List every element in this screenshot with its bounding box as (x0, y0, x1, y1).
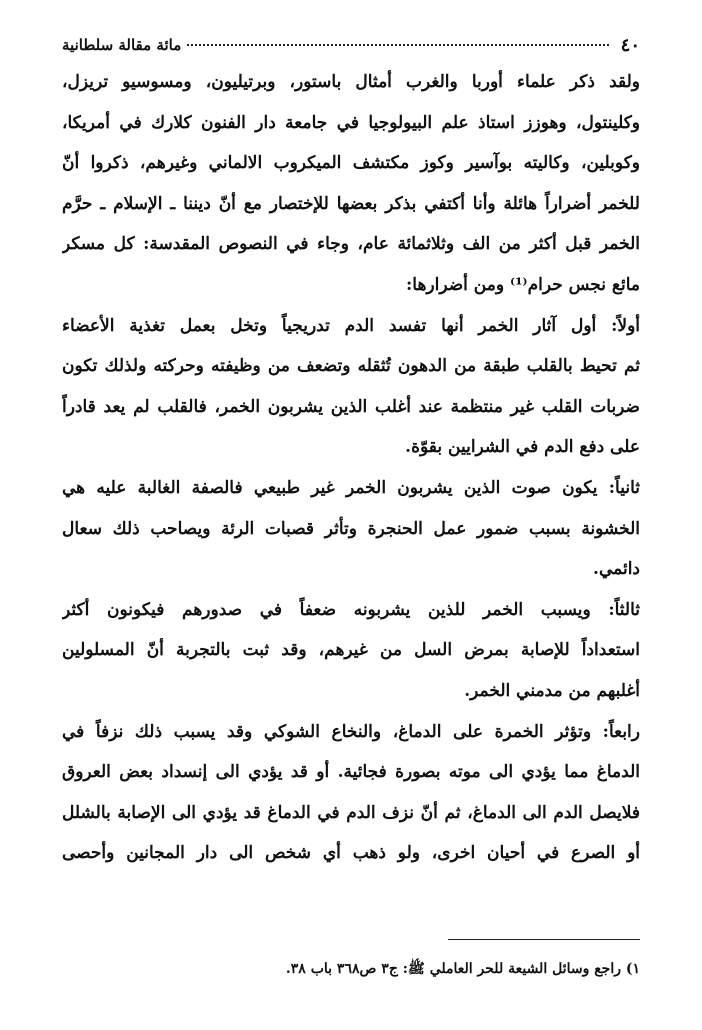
paragraph-lead: ثانياً: (608, 477, 640, 498)
paragraph-lead: أولاً: (611, 315, 640, 336)
text-line-rest: وتؤثر الخمرة على الدماغ، والنخاع الشوكي وقد يسبب ذلك نزفاً في (62, 721, 603, 742)
text-line-rest: يكون صوت الذين يشربون الخمر غير طبيعي فالصفة الغالبة عليه هي (62, 477, 609, 498)
text-line: ثم تحيط بالقلب طبقة من الدهون تُثقله وتضعف من وظيفته وحركته ولذلك تكون (62, 356, 640, 377)
text-line: ولقد ذكر علماء أوربا والغرب أمثال باستور، وبرتيليون، ومسوسيو تريزل، (62, 72, 640, 92)
paragraph-lead: ثالثاً: (608, 599, 640, 620)
page-number: ٤٠ (620, 34, 640, 56)
text-line-rest: ويسبب الخمر للذين يشربونه ضعفاً في صدورهم فيكونون أكثر (62, 599, 609, 620)
paragraph-second (62, 468, 640, 590)
text-line (62, 468, 640, 509)
header-dot-leader (187, 44, 608, 46)
text-line: الخشونة بسبب ضمور عمل الحنجرة وتأثر قصبات الرئة ويصاحب ذلك سعال (62, 518, 640, 539)
text-line: استعداداً للإصابة بمرض السل من غيرهم، وقد ثبت بالتجربة أنّ المسلولين (62, 640, 640, 661)
paragraph-fourth (62, 712, 640, 874)
text-line: للخمر أضراراً هائلة وأنا أكتفي بذكر بعضها للإختصار مع أنّ ديننا ـ الإسلام ـ حرَّم (62, 193, 640, 214)
text-line: وكلينتول، وهوزز استاذ علم البيولوجيا في جامعة دار الفنون كلارك في أمريكا، (62, 112, 640, 133)
text-line (62, 590, 640, 631)
page-body (62, 62, 640, 874)
paragraph-lead: رابعاً: (602, 721, 640, 742)
paragraph-first (62, 306, 640, 468)
footnote-separator (448, 939, 640, 940)
running-header (62, 34, 640, 56)
text-line: مائع نجس حرام⁽¹⁾ ومن أضرارها: (406, 274, 640, 295)
text-line: الدماغ مما يؤدي الى موته بصورة فجائية. أو قد يؤدي الى إنسداد بعض العروق (62, 762, 640, 783)
text-line: دائمي. (593, 559, 640, 580)
text-line-rest: أول آثار الخمر أنها تفسد الدم تدريجياً وتخل بعمل تغذية الأعضاء (62, 315, 612, 336)
paragraph-intro (62, 62, 640, 306)
text-line: على دفع الدم في الشرايين بقوّة. (405, 437, 640, 458)
text-line: الخمر قبل أكثر من الف وثلاثمائة عام، وجاء في النصوص المقدسة: كل مسكر (62, 234, 640, 255)
book-title: مائة مقالة سلطانية (62, 36, 182, 54)
text-line (62, 712, 640, 753)
footnote: ١) راجع وسائل الشيعة للحر العاملي ﷺ: ج٣ ص٣٦٨ باب ٣٨. (285, 961, 640, 977)
text-line (62, 306, 640, 347)
text-line: وكوبلين، وكاليته بوآسير وكوز مكتشف الميكروب الالماني وغيرهم، ذكروا أنّ (62, 153, 640, 174)
text-line: أغلبهم من مدمني الخمر. (464, 680, 640, 701)
text-line: أو الصرع في أحيان اخرى، ولو ذهب أي شخص الى دار المجانين وأحصى (62, 843, 640, 864)
text-line: ضربات القلب غير منتظمة عند أغلب الذين يشربون الخمر، فالقلب لم يعد قادراً (62, 396, 640, 417)
text-line: فلايصل الدم الى الدماغ، ثم أنّ نزف الدم في الدماغ قد يؤدي الى الإصابة بالشلل (62, 802, 640, 823)
paragraph-third (62, 590, 640, 712)
